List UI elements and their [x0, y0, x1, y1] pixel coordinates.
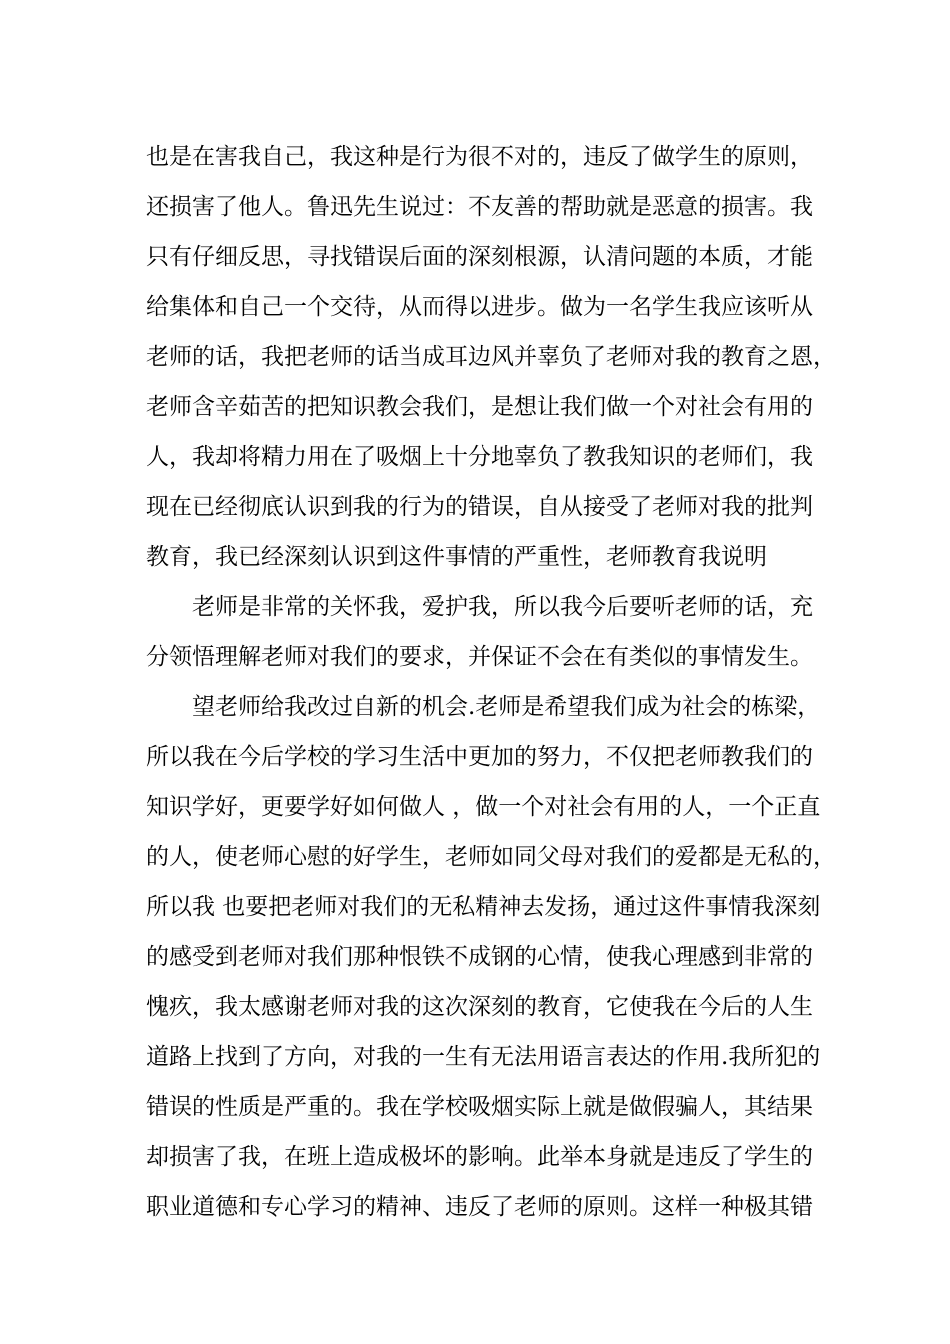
text-line: 却损害了我，在班上造成极坏的影响。此举本身就是违反了学生的	[146, 1144, 813, 1170]
text-line: 教育，我已经深刻认识到这件事情的严重性，老师教育我说明	[146, 544, 767, 570]
text-line: 愧疚，我太感谢老师对我的这次深刻的教育，它使我在今后的人生	[146, 994, 813, 1020]
text-line: 所以我 也要把老师对我们的无私精神去发扬，通过这件事情我深刻	[146, 894, 821, 920]
text-line: 的人，使老师心慰的好学生，老师如同父母对我们的爱都是无私的，	[146, 844, 836, 870]
text-line: 现在已经彻底认识到我的行为的错误，自从接受了老师对我的批判	[146, 494, 813, 520]
text-line: 分领悟理解老师对我们的要求，并保证不会在有类似的事情发生。	[146, 644, 813, 670]
text-line: 错误的性质是严重的。我在学校吸烟实际上就是做假骗人，其结果	[146, 1094, 813, 1120]
text-line: 给集体和自己一个交待，从而得以进步。做为一名学生我应该听从	[146, 294, 813, 320]
text-line: 知识学好，更要学好如何做人 ，做一个对社会有用的人，一个正直	[146, 794, 821, 820]
text-line: 所以我在今后学校的学习生活中更加的努力，不仅把老师教我们的	[146, 744, 813, 770]
document-body	[146, 132, 836, 1232]
text-line: 只有仔细反思，寻找错误后面的深刻根源，认清问题的本质，才能	[146, 244, 813, 270]
text-line: 道路上找到了方向，对我的一生有无法用语言表达的作用.我所犯的	[146, 1044, 821, 1070]
text-line: 老师含辛茹苦的把知识教会我们，是想让我们做一个对社会有用的	[146, 394, 813, 420]
text-line: 老师是非常的关怀我，爱护我，所以我今后要听老师的话，充	[192, 594, 813, 620]
text-line: 望老师给我改过自新的机会.老师是希望我们成为社会的栋梁，	[192, 694, 821, 720]
text-line: 老师的话，我把老师的话当成耳边风并辜负了老师对我的教育之恩，	[146, 344, 836, 370]
text-line: 的感受到老师对我们那种恨铁不成钢的心情，使我心理感到非常的	[146, 944, 813, 970]
text-line: 也是在害我自己，我这种是行为很不对的，违反了做学生的原则，	[146, 144, 813, 170]
text-line: 还损害了他人。鲁迅先生说过：不友善的帮助就是恶意的损害。我	[146, 194, 813, 220]
text-line: 职业道德和专心学习的精神、违反了老师的原则。这样一种极其错	[146, 1194, 813, 1220]
text-line: 人，我却将精力用在了吸烟上十分地辜负了教我知识的老师们，我	[146, 444, 813, 470]
